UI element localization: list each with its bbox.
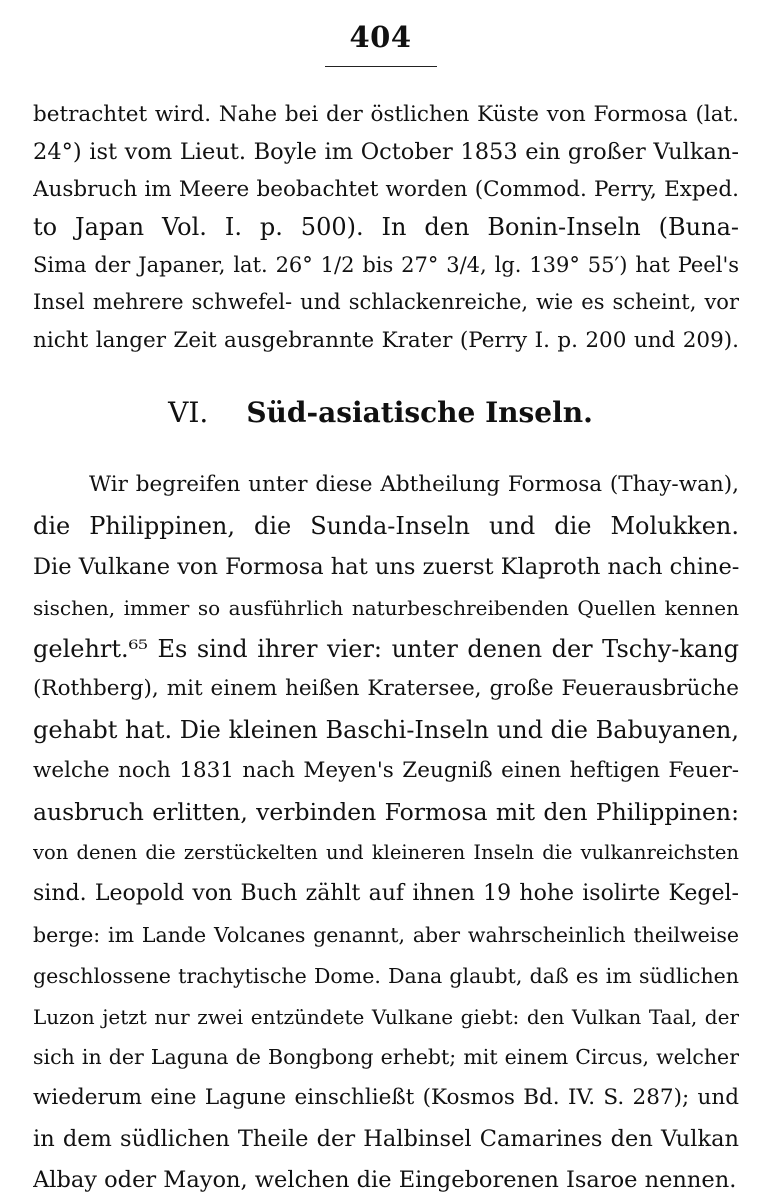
text-line: sich in der Laguna de Bongbong erhebt; mit einem Circus, welcher [33, 1045, 739, 1070]
text-line: ausbruch erlitten, verbinden Formosa mit den Philippinen: [33, 798, 739, 827]
header-rule [325, 66, 437, 67]
text-line: wiederum eine Lagune einschließt (Kosmos Bd. IV. S. 287); und [33, 1085, 739, 1111]
text-line: Ausbruch im Meere beobachtet worden (Commod. Perry, Exped. [33, 177, 739, 203]
paragraph-2 [33, 465, 739, 1201]
text-line: (Rothberg), mit einem heißen Kratersee, große Feuerausbrüche [33, 676, 739, 702]
text-line: sischen, immer so ausführlich naturbeschreibenden Quellen kennen [33, 595, 739, 620]
text-line: berge: im Lande Volcanes genannt, aber wahrscheinlich theilweise [33, 922, 739, 947]
text-line: Sima der Japaner, lat. 26° 1/2 bis 27° 3/4, lg. 139° 55′) hat Peel's [33, 252, 739, 277]
text-line: to Japan Vol. I. p. 500). In den Bonin-Inseln (Buna- [33, 213, 739, 242]
text-line: von denen die zerstückelten und kleineren Inseln die vulkanreichsten [33, 841, 739, 865]
text-line: welche noch 1831 nach Meyen's Zeugniß einen heftigen Feuer- [33, 758, 739, 784]
paragraph-1 [33, 96, 739, 360]
section-heading [0, 396, 761, 429]
text-line: gehabt hat. Die kleinen Baschi-Inseln und die Babuyanen, [33, 716, 739, 745]
text-line: geschlossene trachytische Dome. Dana glaubt, daß es im südlichen [33, 963, 739, 988]
text-line: Luzon jetzt nur zwei entzündete Vulkane giebt: den Vulkan Taal, der [33, 1004, 739, 1029]
text-line: 24°) ist vom Lieut. Boyle im October 1853 ein großer Vulkan- [33, 138, 739, 165]
text-line: Insel mehrere schwefel- und schlackenreiche, wie es scheint, vor [33, 290, 739, 315]
text-line: Albay oder Mayon, welchen die Eingeborenen Isaroe nennen. [33, 1167, 737, 1194]
text-line: in dem südlichen Theile der Halbinsel Camarines den Vulkan [33, 1126, 739, 1153]
text-line: Die Vulkane von Formosa hat uns zuerst Klaproth nach chine- [33, 553, 739, 580]
section-number: VI. [168, 396, 209, 429]
text-line: betrachtet wird. Nahe bei der östlichen Küste von Formosa (lat. [33, 102, 739, 127]
section-title: Süd-asiatische Inseln. [246, 396, 593, 429]
text-line: sind. Leopold von Buch zählt auf ihnen 19 hohe isolirte Kegel- [33, 880, 739, 906]
text-line: gelehrt.⁶⁵ Es sind ihrer vier: unter denen der Tschy-kang [33, 634, 739, 663]
text-line: die Philippinen, die Sunda-Inseln und die Molukken. [33, 511, 739, 540]
text-line: Wir begreifen unter diese Abtheilung Formosa (Thay-wan), [89, 472, 739, 497]
page-number: 404 [349, 20, 412, 54]
text-line: nicht langer Zeit ausgebrannte Krater (Perry I. p. 200 und 209). [33, 328, 739, 354]
